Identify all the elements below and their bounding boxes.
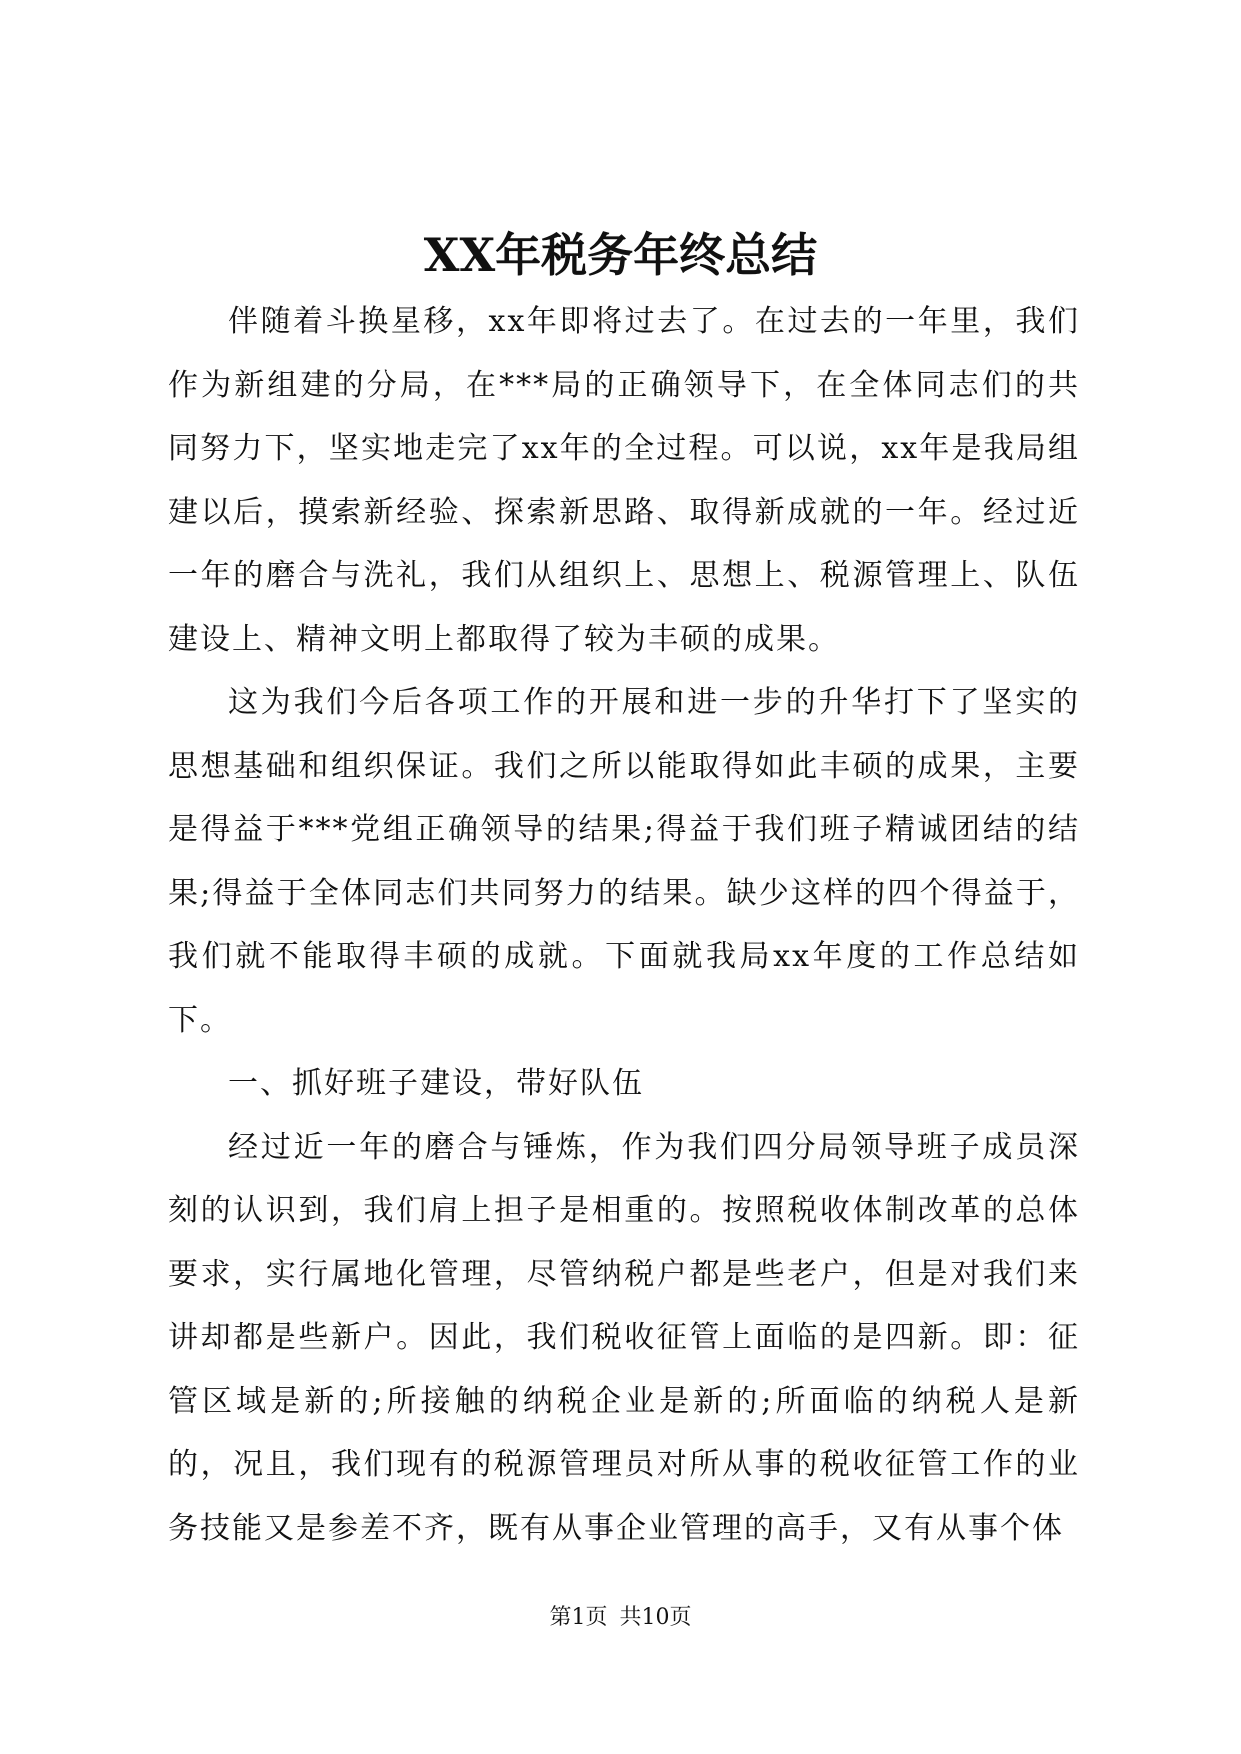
section-heading-team-building: 一、抓好班子建设，带好队伍 xyxy=(228,1066,644,1101)
document-body xyxy=(168,290,1080,1560)
page-footer xyxy=(0,1603,1241,1633)
paragraph-intro: 伴随着斗换星移，xx年即将过去了。在过去的一年里，我们作为新组建的分局，在***局的正确领导下，在全体同志们的共同努力下，坚实地走完了xx年的全过程。可以说，xx年是我局组建以后，摸索新经验、探索新思路、取得新成就的一年。经过近一年的磨合与洗礼，我们从组织上、思想上、税源管理上、队伍建设上、精神文明上都取得了较为丰硕的成果。 xyxy=(168,304,1080,657)
page-number: 第1页 xyxy=(549,1605,608,1630)
paragraph-team-building: 经过近一年的磨合与锤炼，作为我们四分局领导班子成员深刻的认识到，我们肩上担子是相重的。按照税收体制改革的总体要求，实行属地化管理，尽管纳税户都是些老户，但是对我们来讲却都是些新户。因此，我们税收征管上面临的是四新。即：征管区域是新的;所接触的纳税企业是新的;所面临的纳税人是新的，况且，我们现有的税源管理员对所从事的税收征管工作的业务技能又是参差不齐，既有从事企业管理的高手，又有从事个体 xyxy=(168,1129,1080,1546)
paragraph-foundation: 这为我们今后各项工作的开展和进一步的升华打下了坚实的思想基础和组织保证。我们之所以能取得如此丰硕的成果，主要是得益于***党组正确领导的结果;得益于我们班子精诚团结的结果;得益于全体同志们共同努力的结果。缺少这样的四个得益于，我们就不能取得丰硕的成就。下面就我局xx年度的工作总结如下。 xyxy=(168,685,1080,1038)
document-title: XX年税务年终总结 xyxy=(423,228,818,282)
page-total: 共10页 xyxy=(619,1605,692,1630)
